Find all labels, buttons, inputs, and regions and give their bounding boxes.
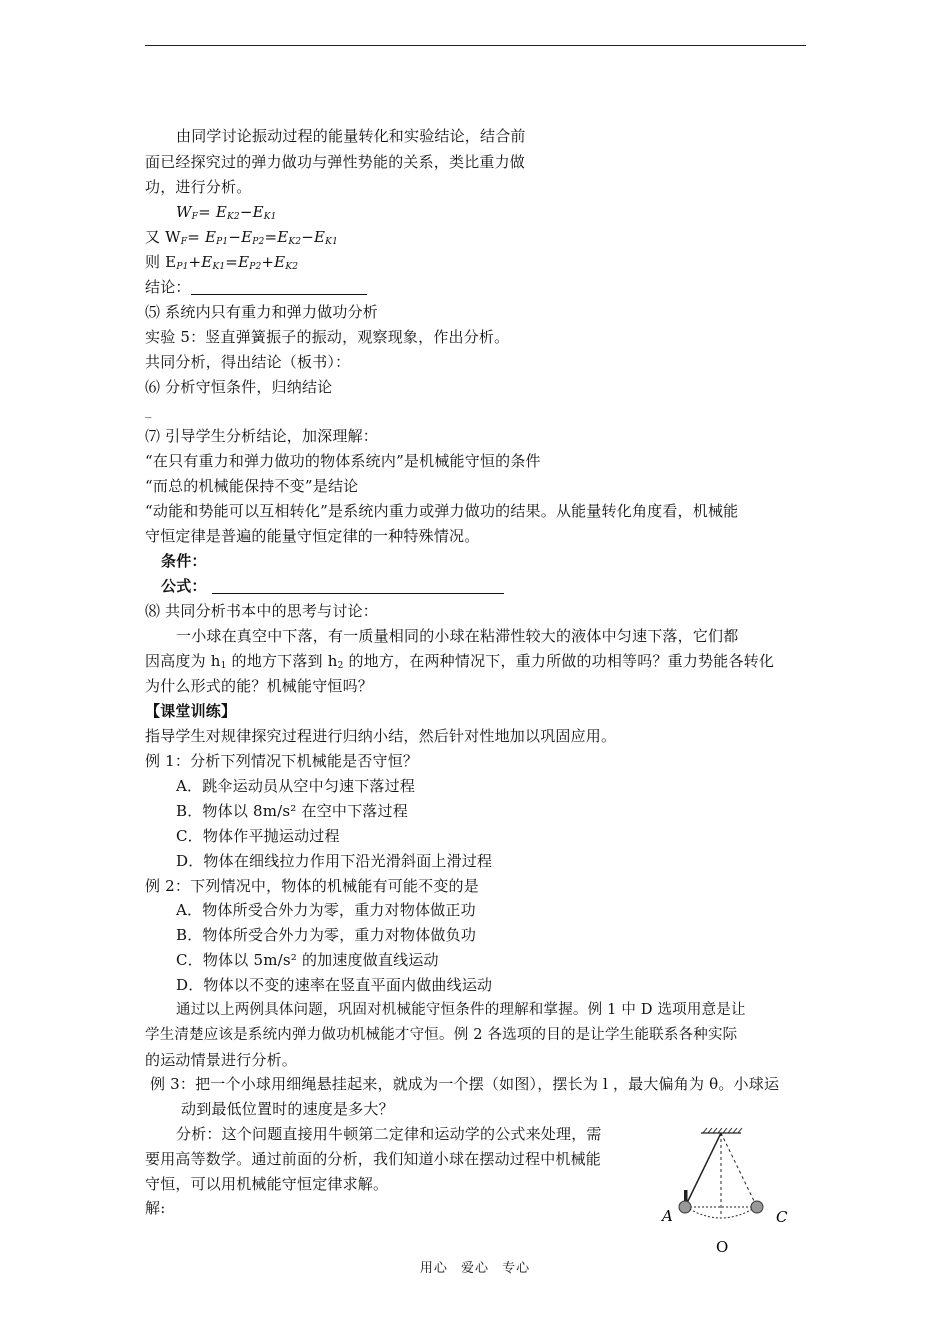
example-1-option-d: D．物体在细线拉力作用下沿光滑斜面上滑过程 <box>176 852 493 870</box>
example-1-question: 例 1：分析下列情况下机械能是否守恒？ <box>145 752 419 770</box>
header-rule <box>145 45 806 46</box>
training-intro: 指导学生对规律探究过程进行归纳小结，然后针对性地加以巩固应用。 <box>145 727 617 745</box>
label-o: O <box>716 1238 729 1256</box>
footer-word: 爱心 <box>460 1261 489 1276</box>
section-6-title: ⑹ 分析守恒条件，归纳结论 <box>145 378 333 396</box>
example-2-option-b: B．物体所受合外力为零，重力对物体做负功 <box>176 926 477 944</box>
analysis-line: 要用高等数学。通过前面的分析，我们知道小球在摆动过程中机械能 <box>145 1150 602 1168</box>
discussion-line: 因高度为 $h_1$ 的地方下落到 $h_2$ 的地方，在两种情况下，重力所做的功相等吗？重力势能各转化 <box>145 652 775 671</box>
example-1-option-b: B．物体以 8m/s² 在空中下落过程 <box>176 802 408 820</box>
pendulum-string-a <box>686 1133 721 1205</box>
paragraph-line: 面已经探究过的弹力做功与弹性势能的关系，类比重力做 <box>145 153 526 171</box>
formula-blank <box>212 579 504 594</box>
section-8-title: ⑻ 共同分析书本中的思考与讨论： <box>145 602 378 620</box>
example-1-option-c: C．物体作平抛运动过程 <box>176 827 340 845</box>
example-2-option-a: A．物体所受合外力为零，重力对物体做正功 <box>176 901 476 919</box>
page-footer <box>0 1257 950 1276</box>
footer-word: 专心 <box>502 1261 531 1276</box>
conclusion-blank <box>191 280 367 295</box>
analysis-line: 分析：这个问题直接用牛顿第二定律和运动学的公式来处理，需 <box>176 1125 602 1143</box>
section-5-title: ⑸ 系统内只有重力和弹力做功分析 <box>145 303 378 321</box>
joint-analysis: 共同分析，得出结论（板书）： <box>145 353 351 371</box>
summary-line: 通过以上两例具体问题，巩固对机械能守恒条件的理解和掌握。例 1 中 D 选项用意是让 <box>176 1002 746 1018</box>
summary-line: 学生清楚应该是系统内弹力做功机械能才守恒。例 2 各选项的目的是让学生能联系各种实际 <box>145 1027 738 1043</box>
training-title: 【课堂训练】 <box>145 702 237 720</box>
pendulum-string-c <box>721 1133 756 1205</box>
summary-line: 的运动情景进行分析。 <box>145 1051 298 1069</box>
analysis-line: 守恒，可以用机械能守恒定律求解。 <box>145 1175 389 1193</box>
quote-1: “在只有重力和弹力做功的物体系统内”是机械能守恒的条件 <box>145 452 541 470</box>
conclusion-line: 结论： <box>145 277 367 297</box>
solution-label: 解: <box>145 1199 166 1217</box>
example-2-option-c: C．物体以 5m/s² 的加速度做直线运动 <box>176 951 439 969</box>
ceiling-hatch <box>703 1128 742 1133</box>
footer-word: 用心 <box>419 1261 448 1276</box>
equation-1: $W_F= E_{K2}-E_{K1}$ <box>176 203 277 222</box>
formula-line: 公式： <box>161 576 504 596</box>
example-2-question: 例 2：下列情况中，物体的机械能有可能不变的是 <box>145 877 479 895</box>
label-a: A <box>662 1207 673 1225</box>
example-3-line: 例 3：把一个小球用细绳悬挂起来，就成为一个摆（如图），摆长为 l ，最大偏角为 θ。小球运 <box>150 1075 780 1093</box>
pendulum-figure <box>655 1125 805 1265</box>
equation-2: 又 $W_F= E_{P1}-E_{P2}=E_{K2}-E_{K1}$ <box>145 228 338 247</box>
condition-label: 条件： <box>161 552 207 570</box>
section-7-title: ⑺ 引导学生分析结论，加深理解： <box>145 427 378 445</box>
example-2-option-d: D．物体以不变的速率在竖直平面内做曲线运动 <box>176 976 493 994</box>
quote-2: “而总的机械能保持不变”是结论 <box>145 477 359 495</box>
example-1-option-a: A．跳伞运动员从空中匀速下落过程 <box>176 777 416 795</box>
ball-c <box>751 1201 763 1213</box>
label-c: C <box>776 1208 788 1226</box>
example-3-line: 动到最低位置时的速度是多大？ <box>181 1100 394 1118</box>
equation-3: 则 $E_{P1}+E_{K1}=E_{P2}+E_{K2}$ <box>145 253 299 272</box>
discussion-line: 为什么形式的能？机械能守恒吗？ <box>145 677 374 695</box>
discussion-line: 一小球在真空中下落，有一质量相同的小球在粘滞性较大的液体中匀速下落，它们都 <box>176 627 739 645</box>
experiment-5: 实验 5：竖直弹簧振子的振动，观察现象，作出分析。 <box>145 328 510 346</box>
quote-3: “动能和势能可以互相转化”是系统内重力或弹力做功的结果。从能量转化角度看，机械能 <box>145 502 739 520</box>
quote-3-cont: 守恒定律是普遍的能量守恒定律的一种特殊情况。 <box>145 527 480 545</box>
ball-a <box>679 1201 691 1213</box>
blank-line: _ <box>145 404 152 419</box>
paragraph-line: 由同学讨论振动过程的能量转化和实验结论，结合前 <box>176 127 526 145</box>
paragraph-line: 功，进行分析。 <box>145 178 252 196</box>
